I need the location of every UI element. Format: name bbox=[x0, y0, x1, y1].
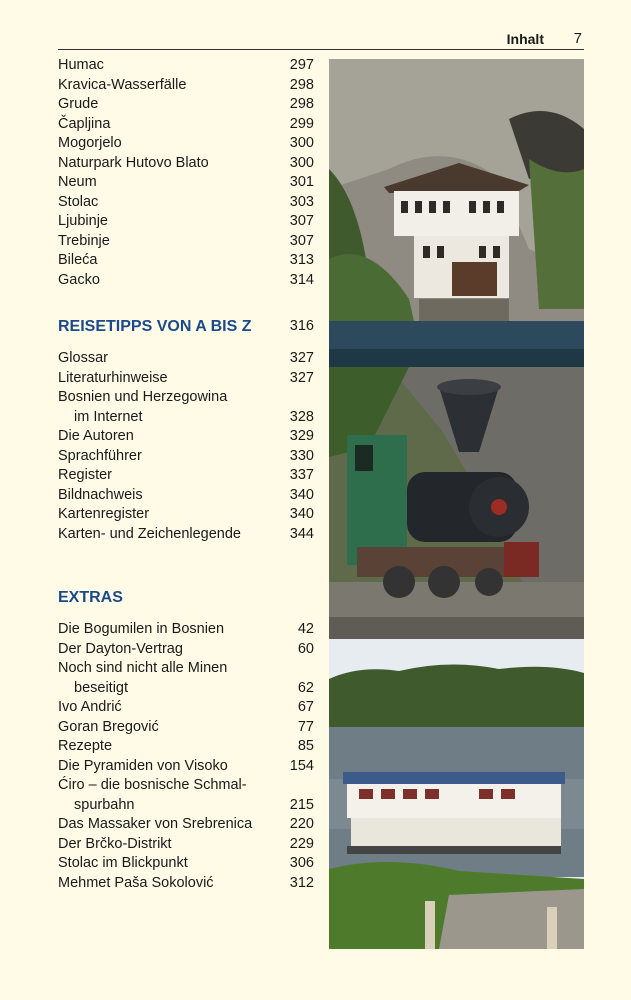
toc-entry-page: 85 bbox=[297, 738, 314, 754]
toc-entry-title: Karten- und Zeichenlegende bbox=[58, 525, 241, 542]
reisetipps-heading-row[interactable] bbox=[58, 317, 314, 341]
toc-entry[interactable] bbox=[58, 525, 314, 545]
reisetipps-page: 316 bbox=[289, 318, 314, 334]
toc-entry[interactable] bbox=[58, 757, 314, 777]
toc-entry[interactable] bbox=[58, 835, 314, 855]
toc-entry-page: 306 bbox=[289, 855, 314, 871]
toc-entry[interactable] bbox=[58, 718, 314, 738]
toc-entry-page: 328 bbox=[289, 408, 314, 425]
toc-entry-title: Bileća bbox=[58, 252, 98, 268]
toc-entry[interactable] bbox=[58, 486, 314, 506]
toc-entry[interactable] bbox=[58, 679, 314, 699]
toc-entry-title: Humac bbox=[58, 57, 104, 73]
toc-entry-page: 340 bbox=[289, 506, 314, 522]
extras-heading-row bbox=[58, 588, 314, 612]
toc-entry-title: Sprachführer bbox=[58, 447, 142, 464]
toc-entry[interactable] bbox=[58, 854, 314, 874]
toc-entry-title: Literaturhinweise bbox=[58, 369, 168, 386]
spacer bbox=[58, 341, 314, 349]
toc-entry-title: im Internet bbox=[74, 408, 143, 425]
toc-list-reisetipps bbox=[58, 349, 314, 544]
toc-entry[interactable] bbox=[58, 408, 314, 428]
toc-entry[interactable] bbox=[58, 776, 314, 796]
monastery-by-river-photo bbox=[329, 59, 584, 367]
spacer bbox=[58, 290, 314, 317]
toc-entry-page: 42 bbox=[297, 621, 314, 637]
toc-entry-title: Mehmet Paša Sokolović bbox=[58, 874, 214, 891]
toc-entry-page: 301 bbox=[289, 174, 314, 190]
running-header bbox=[58, 29, 584, 50]
table-of-contents bbox=[58, 56, 314, 893]
toc-entry[interactable] bbox=[58, 56, 314, 76]
steam-locomotive-photo bbox=[329, 367, 584, 639]
toc-entry-page: 229 bbox=[289, 835, 314, 852]
toc-entry-title: Die Pyramiden von Visoko bbox=[58, 757, 228, 774]
toc-entry-page: 60 bbox=[297, 640, 314, 657]
toc-entry-title: Die Autoren bbox=[58, 428, 134, 444]
toc-entry-title: Der Dayton-Vertrag bbox=[58, 640, 183, 657]
toc-entry-title: Glossar bbox=[58, 350, 108, 366]
toc-entry[interactable] bbox=[58, 815, 314, 835]
toc-entry-page: 337 bbox=[289, 467, 314, 483]
toc-entry[interactable] bbox=[58, 232, 314, 252]
toc-entry[interactable] bbox=[58, 874, 314, 894]
toc-entry-title: Ljubinje bbox=[58, 213, 108, 229]
toc-entry-page: 300 bbox=[289, 135, 314, 151]
toc-entry-page: 329 bbox=[289, 428, 314, 444]
toc-entry-title: Goran Bregović bbox=[58, 718, 159, 735]
toc-entry-title: Rezepte bbox=[58, 738, 113, 754]
toc-entry[interactable] bbox=[58, 212, 314, 232]
toc-entry-page: 307 bbox=[289, 213, 314, 229]
extras-heading: EXTRAS bbox=[58, 589, 123, 606]
toc-entry[interactable] bbox=[58, 505, 314, 525]
toc-entry[interactable] bbox=[58, 95, 314, 115]
toc-entry-title: spurbahn bbox=[74, 796, 135, 813]
toc-entry[interactable] bbox=[58, 447, 314, 467]
toc-entry[interactable] bbox=[58, 349, 314, 369]
toc-entry-title: Bosnien und Herzegowina bbox=[58, 389, 228, 405]
toc-entry[interactable] bbox=[58, 640, 314, 660]
spacer bbox=[58, 612, 314, 620]
toc-entry-page: 327 bbox=[289, 369, 314, 386]
toc-entry-page: 312 bbox=[289, 874, 314, 891]
toc-entry[interactable] bbox=[58, 76, 314, 96]
toc-entry[interactable] bbox=[58, 737, 314, 757]
reisetipps-heading: REISETIPPS VON A BIS Z bbox=[58, 318, 252, 335]
toc-entry-title: Naturpark Hutovo Blato bbox=[58, 154, 209, 171]
toc-entry[interactable] bbox=[58, 134, 314, 154]
toc-entry-title: Bildnachweis bbox=[58, 486, 143, 503]
toc-entry-title: Die Bogumilen in Bosnien bbox=[58, 621, 225, 637]
toc-entry-title: Neum bbox=[58, 174, 97, 190]
toc-entry-page: 314 bbox=[289, 271, 314, 288]
toc-entry-page: 62 bbox=[297, 679, 314, 696]
toc-entry[interactable] bbox=[58, 115, 314, 135]
toc-entry[interactable] bbox=[58, 251, 314, 271]
toc-entry[interactable] bbox=[58, 154, 314, 174]
toc-entry-title: Kartenregister bbox=[58, 506, 150, 522]
toc-entry-title: Noch sind nicht alle Minen bbox=[58, 660, 228, 676]
toc-entry[interactable] bbox=[58, 193, 314, 213]
toc-entry[interactable] bbox=[58, 466, 314, 486]
toc-entry[interactable] bbox=[58, 173, 314, 193]
toc-entry[interactable] bbox=[58, 620, 314, 640]
toc-entry-title: Das Massaker von Srebrenica bbox=[58, 816, 253, 832]
toc-entry-page: 330 bbox=[289, 447, 314, 464]
photo-column bbox=[329, 59, 584, 949]
toc-entry[interactable] bbox=[58, 369, 314, 389]
toc-entry-page: 344 bbox=[289, 525, 314, 542]
spacer bbox=[58, 544, 314, 588]
toc-entry-page: 307 bbox=[289, 232, 314, 249]
toc-entry-title: Gacko bbox=[58, 271, 100, 288]
toc-entry-title: Kravica-Wasserfälle bbox=[58, 76, 187, 93]
toc-entry[interactable] bbox=[58, 271, 314, 291]
toc-entry-page: 298 bbox=[289, 76, 314, 93]
toc-entry-page: 300 bbox=[289, 154, 314, 171]
toc-entry-page: 220 bbox=[289, 816, 314, 832]
toc-entry-title: Trebinje bbox=[58, 232, 110, 249]
toc-entry-page: 299 bbox=[289, 115, 314, 132]
toc-entry-page: 215 bbox=[289, 796, 314, 813]
toc-entry[interactable] bbox=[58, 698, 314, 718]
toc-list-extras bbox=[58, 620, 314, 893]
toc-entry-title: Ivo Andrić bbox=[58, 699, 122, 715]
toc-entry[interactable] bbox=[58, 388, 314, 408]
toc-entry-title: beseitigt bbox=[74, 679, 129, 696]
toc-entry[interactable] bbox=[58, 796, 314, 816]
toc-entry[interactable] bbox=[58, 427, 314, 447]
toc-entry-page: 77 bbox=[297, 718, 314, 735]
toc-entry-title: Mogorjelo bbox=[58, 135, 122, 151]
toc-entry-page: 67 bbox=[297, 699, 314, 715]
toc-entry-page: 297 bbox=[289, 57, 314, 73]
toc-entry-page: 154 bbox=[289, 757, 314, 774]
toc-entry[interactable] bbox=[58, 659, 314, 679]
toc-entry-title: Stolac im Blickpunkt bbox=[58, 855, 188, 871]
toc-entry-page: 298 bbox=[289, 96, 314, 112]
toc-entry-title: Stolac bbox=[58, 193, 99, 210]
river-boat-photo bbox=[329, 639, 584, 949]
toc-entry-page: 313 bbox=[289, 252, 314, 268]
toc-entry-title: Čapljina bbox=[58, 115, 111, 132]
toc-entry-title: Der Brčko-Distrikt bbox=[58, 835, 172, 852]
toc-entry-page: 340 bbox=[289, 486, 314, 503]
toc-entry-title: Ćiro – die bosnische Schmal- bbox=[58, 777, 247, 793]
page-number: 7 bbox=[573, 30, 582, 47]
toc-list-top bbox=[58, 56, 314, 290]
toc-entry-title: Register bbox=[58, 467, 112, 483]
toc-entry-page: 327 bbox=[289, 350, 314, 366]
toc-entry-page: 303 bbox=[289, 193, 314, 210]
toc-entry-title: Grude bbox=[58, 96, 99, 112]
section-title: Inhalt bbox=[506, 31, 544, 47]
